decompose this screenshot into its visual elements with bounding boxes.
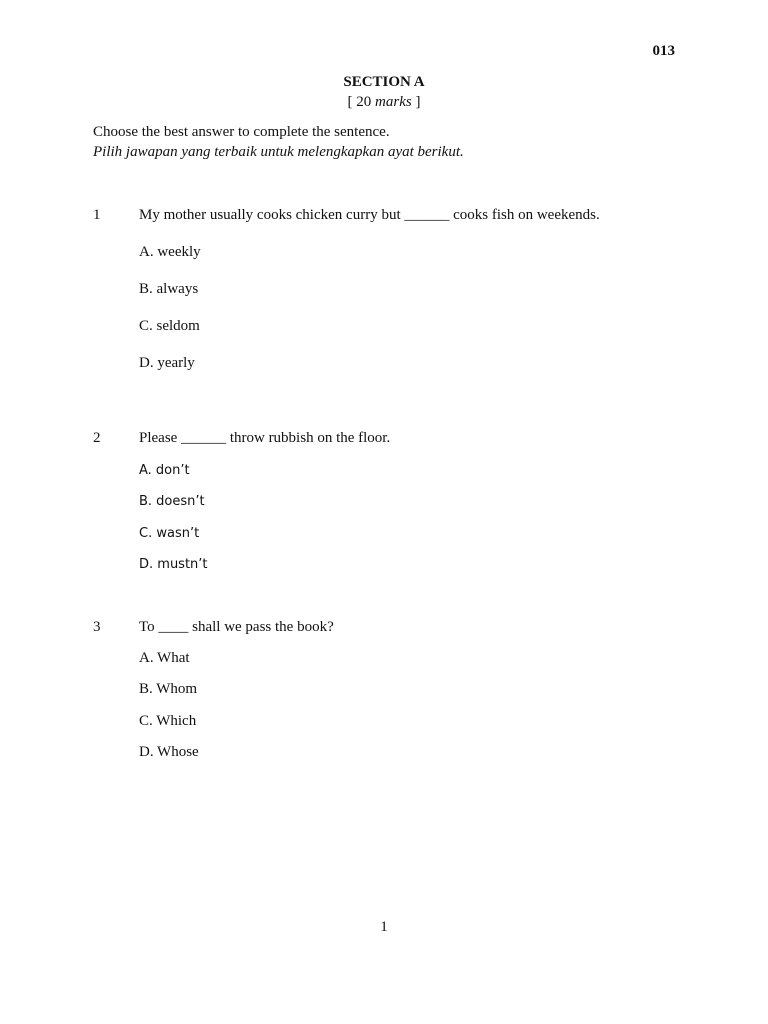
option-b[interactable]: B. Whom (139, 681, 198, 697)
option-b[interactable]: B. always (139, 281, 199, 297)
question-number: 3 (93, 619, 101, 635)
question-text: My mother usually cooks chicken curry but ______ cooks fish on weekends. (139, 207, 600, 223)
option-b[interactable]: B. doesn’t (139, 494, 205, 509)
instruction-malay: Pilih jawapan yang terbaik untuk melengkapkan ayat berikut. (93, 144, 464, 160)
section-marks (0, 94, 768, 111)
marks-close: ] (411, 94, 421, 110)
option-c[interactable]: C. wasn’t (139, 526, 200, 541)
marks-word: marks (375, 94, 412, 110)
option-a[interactable]: A. don’t (139, 463, 190, 478)
question-text: To ____ shall we pass the book? (139, 619, 334, 635)
marks-open: [ 20 (347, 94, 376, 110)
section-title: SECTION A (343, 74, 425, 90)
option-a[interactable]: A. weekly (139, 244, 201, 260)
option-d[interactable]: D. yearly (139, 355, 195, 371)
question-number: 2 (93, 430, 101, 446)
question-text: Please ______ throw rubbish on the floor. (139, 430, 391, 446)
option-d[interactable]: D. mustn’t (139, 557, 208, 572)
instruction-english: Choose the best answer to complete the sentence. (93, 124, 390, 140)
paper-code: 013 (652, 43, 675, 59)
option-c[interactable]: C. Which (139, 713, 197, 729)
option-c[interactable]: C. seldom (139, 318, 200, 334)
page-number: 1 (380, 919, 388, 935)
option-d[interactable]: D. Whose (139, 744, 199, 760)
option-a[interactable]: A. What (139, 650, 190, 666)
question-number: 1 (93, 207, 101, 223)
